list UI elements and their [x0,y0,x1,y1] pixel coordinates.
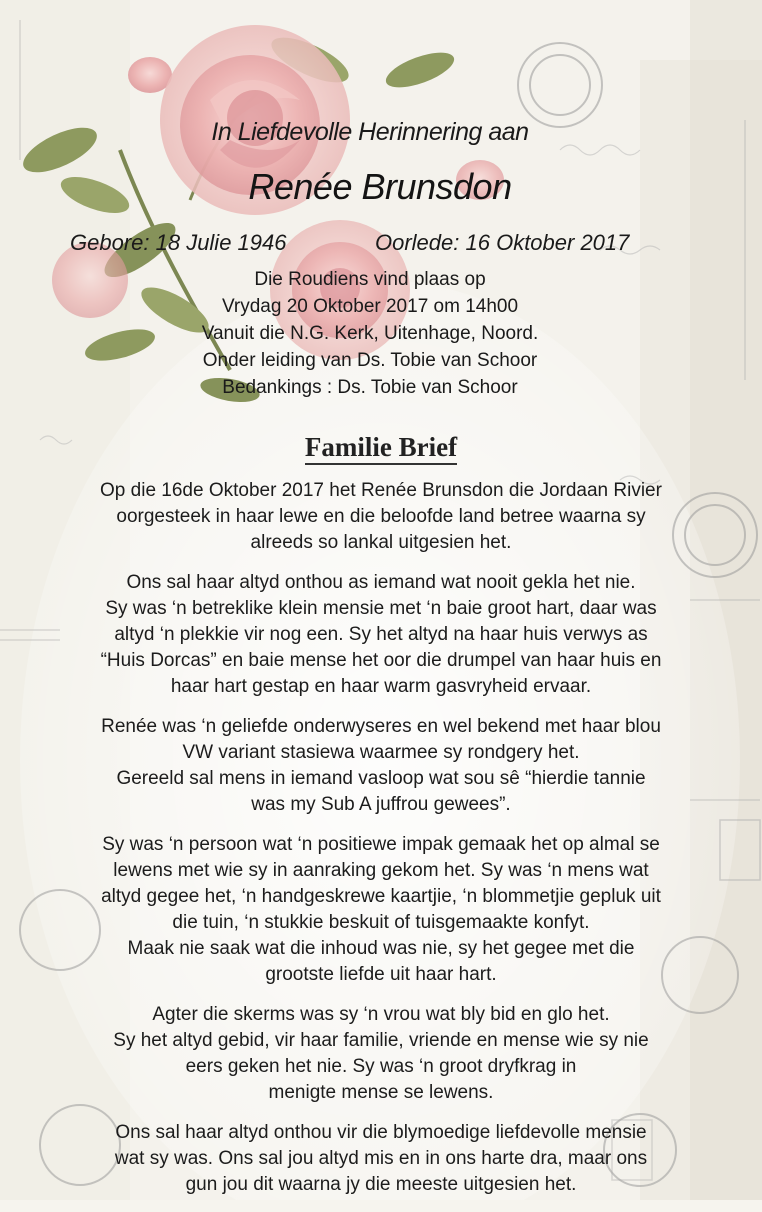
memorial-subtitle: In Liefdevolle Herinnering aan [211,118,529,146]
letter-line: menigte mense se lewens. [268,1082,494,1103]
letter-paragraph [22,1002,740,1106]
service-line: Onder leiding van Ds. Tobie van Schoor [202,350,538,371]
family-letter-body [22,478,740,1212]
letter-line: wat sy was. Ons sal jou altyd mis en in ons harte dra, maar ons [114,1148,648,1169]
letter-line: Gereeld sal mens in iemand vasloop wat sou sê “hierdie tannie [116,768,646,789]
letter-paragraph [22,832,740,988]
letter-line: Sy was ‘n betreklike klein mensie met ‘n baie groot hart, daar was [105,598,657,619]
service-line: Die Roudiens vind plaas op [254,269,486,290]
letter-line: alreeds so lankal uitgesien het. [250,532,512,553]
death-date: Oorlede: 16 Oktober 2017 [375,230,630,255]
letter-paragraph [22,714,740,818]
letter-line: Maak nie saak wat die inhoud was nie, sy het gegee met die [127,938,635,959]
service-line: Vanuit die N.G. Kerk, Uitenhage, Noord. [201,323,539,344]
letter-line: “Huis Dorcas” en baie mense het oor die drumpel van haar huis en [100,650,662,671]
letter-line: eers geken het nie. Sy was ‘n groot dryfkrag in [185,1056,577,1077]
letter-line: oorgesteek in haar lewe en die beloofde land betree waarna sy [116,506,646,527]
service-details [150,266,590,401]
letter-line: gun jou dit waarna jy die meeste uitgesien het. [185,1174,577,1195]
family-letter-title [0,432,762,463]
letter-paragraph [22,478,740,556]
letter-line: was my Sub A juffrou gewees”. [251,794,511,815]
letter-line: die tuin, ‘n stukkie beskuit of tuisgemaakte konfyt. [172,912,590,933]
letter-line: Ons sal haar altyd onthou vir die blymoedige liefdevolle mensie [115,1122,647,1143]
letter-line: grootste liefde uit haar hart. [265,964,497,985]
letter-paragraph [22,570,740,700]
letter-paragraph [22,1120,740,1198]
letter-line: Sy het altyd gebid, vir haar familie, vriende en mense wie sy nie [113,1030,649,1051]
letter-line: altyd ‘n plekkie vir nog een. Sy het altyd na haar huis verwys as [114,624,648,645]
deceased-name: Renée Brunsdon [248,166,512,207]
birth-date: Gebore: 18 Julie 1946 [70,230,287,255]
letter-line: altyd gegee het, ‘n handgeskrewe kaartjie, ‘n blommetjie gepluk uit [101,886,661,907]
letter-line: Sy was ‘n persoon wat ‘n positiewe impak gemaak het op almal se [102,834,660,855]
letter-line: Agter die skerms was sy ‘n vrou wat bly bid en glo het. [152,1004,610,1025]
letter-line: lewens met wie sy in aanraking gekom het. Sy was ‘n mens wat [113,860,649,881]
letter-line: Op die 16de Oktober 2017 het Renée Brunsdon die Jordaan Rivier [100,480,662,501]
service-line: Vrydag 20 Oktober 2017 om 14h00 [221,296,519,317]
letter-line: haar hart gestap en haar warm gasvryheid ervaar. [170,676,592,697]
letter-line: Ons sal haar altyd onthou as iemand wat nooit gekla het nie. [126,572,636,593]
letter-line: Renée was ‘n geliefde onderwyseres en wel bekend met haar blou [101,716,661,737]
letter-line: VW variant stasiewa waarmee sy rondgery het. [182,742,580,763]
family-letter-title-text: Familie Brief [305,432,457,465]
service-line: Bedankings : Ds. Tobie van Schoor [222,377,518,398]
